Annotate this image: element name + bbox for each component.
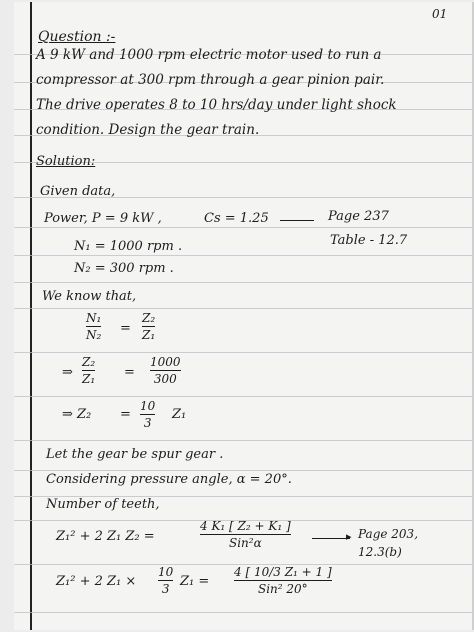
fraction-bar (150, 370, 181, 371)
step2-lhs-denominator: Z₁ (82, 372, 96, 386)
question-line-1: A 9 kW and 1000 rpm electric motor used to run a (36, 47, 382, 63)
eq2-fraction (234, 566, 332, 595)
question-heading: Question :- (38, 29, 116, 45)
eq2-inline-fraction (158, 566, 173, 595)
eq1-fraction (200, 520, 291, 549)
solution-heading: Solution: (36, 154, 96, 169)
pressure-angle-statement: Considering pressure angle, α = 20°. (46, 472, 292, 487)
reference-equation: 12.3(b) (358, 545, 402, 559)
ratio-lhs-numerator: N₁ (86, 311, 102, 325)
reference-page-203: Page 203, (358, 527, 419, 541)
eq2-numerator: 4 [ 10/3 Z₁ + 1 ] (234, 565, 332, 579)
speed-n2: N₂ = 300 rpm . (74, 261, 174, 276)
eq2-inline-denominator: 3 (161, 582, 170, 596)
number-of-teeth: Number of teeth, (46, 497, 160, 512)
ruled-line (14, 308, 472, 309)
step3-lhs: ⇒ Z₂ (62, 407, 92, 422)
fraction-bar (86, 326, 101, 327)
eq2-lhs: Z₁² + 2 Z₁ × (56, 574, 137, 589)
ruled-line (14, 352, 472, 353)
ratio-rhs-denominator: Z₁ (142, 328, 156, 342)
arrow-head: ▸ (346, 530, 352, 543)
spur-gear-statement: Let the gear be spur gear . (46, 447, 224, 462)
ruled-line (14, 227, 472, 228)
equals-sign: = (124, 365, 135, 380)
question-line-3: The drive operates 8 to 10 hrs/day under light shock (36, 97, 397, 113)
page-number: 01 (432, 7, 448, 21)
ratio-rhs-fraction (142, 312, 155, 341)
given-data: Given data, (40, 184, 116, 199)
ratio-lhs-denominator: N₂ (86, 328, 102, 342)
step3-denominator: 3 (143, 416, 152, 430)
reference-table: Table - 12.7 (330, 233, 408, 248)
ruled-line (14, 282, 472, 283)
fraction-bar (140, 414, 155, 415)
eq1-lhs: Z₁² + 2 Z₁ Z₂ = (56, 529, 155, 544)
step2-rhs-denominator: 300 (153, 372, 177, 386)
question-line-2: compressor at 300 rpm through a gear pinion pair. (36, 72, 385, 88)
fraction-bar (200, 534, 291, 535)
we-know-that: We know that, (42, 289, 137, 304)
fraction-bar (158, 580, 173, 581)
equals-sign: = (120, 407, 131, 422)
eq2-inline-numerator: 10 (158, 565, 174, 579)
equals-sign: = (120, 321, 131, 336)
dash-line (280, 220, 314, 221)
ruled-line (14, 440, 472, 441)
power-value: Power, P = 9 kW , (44, 211, 162, 226)
step3-suffix: Z₁ (172, 407, 187, 422)
margin-line (30, 2, 32, 630)
ruled-line (14, 470, 472, 471)
ruled-line (14, 396, 472, 397)
step3-numerator: 10 (140, 399, 156, 413)
fraction-bar (142, 326, 155, 327)
arrow-line (312, 538, 350, 539)
step2-rhs-numerator: 1000 (150, 355, 181, 369)
service-factor: Cs = 1.25 (204, 211, 269, 226)
eq1-numerator: 4 K₁ [ Z₂ + K₁ ] (200, 519, 291, 533)
speed-n1: N₁ = 1000 rpm . (74, 239, 183, 254)
ratio-rhs-numerator: Z₂ (142, 311, 156, 325)
question-line-4: condition. Design the gear train. (36, 122, 260, 138)
reference-page-237: Page 237 (328, 209, 389, 224)
ruled-line (14, 612, 472, 613)
step3-fraction (140, 400, 155, 429)
step2-lhs-numerator: Z₂ (82, 355, 96, 369)
fraction-bar (234, 580, 332, 581)
eq1-denominator: Sin²α (228, 536, 262, 550)
fraction-bar (82, 370, 95, 371)
step2-rhs-fraction (150, 356, 181, 385)
step2-lhs-fraction (82, 356, 95, 385)
eq2-denominator: Sin² 20° (257, 582, 308, 596)
implies-symbol: ⇒ (62, 365, 73, 380)
ratio-lhs-fraction (86, 312, 101, 341)
ruled-line (14, 255, 472, 256)
eq2-after: Z₁ = (180, 574, 210, 589)
